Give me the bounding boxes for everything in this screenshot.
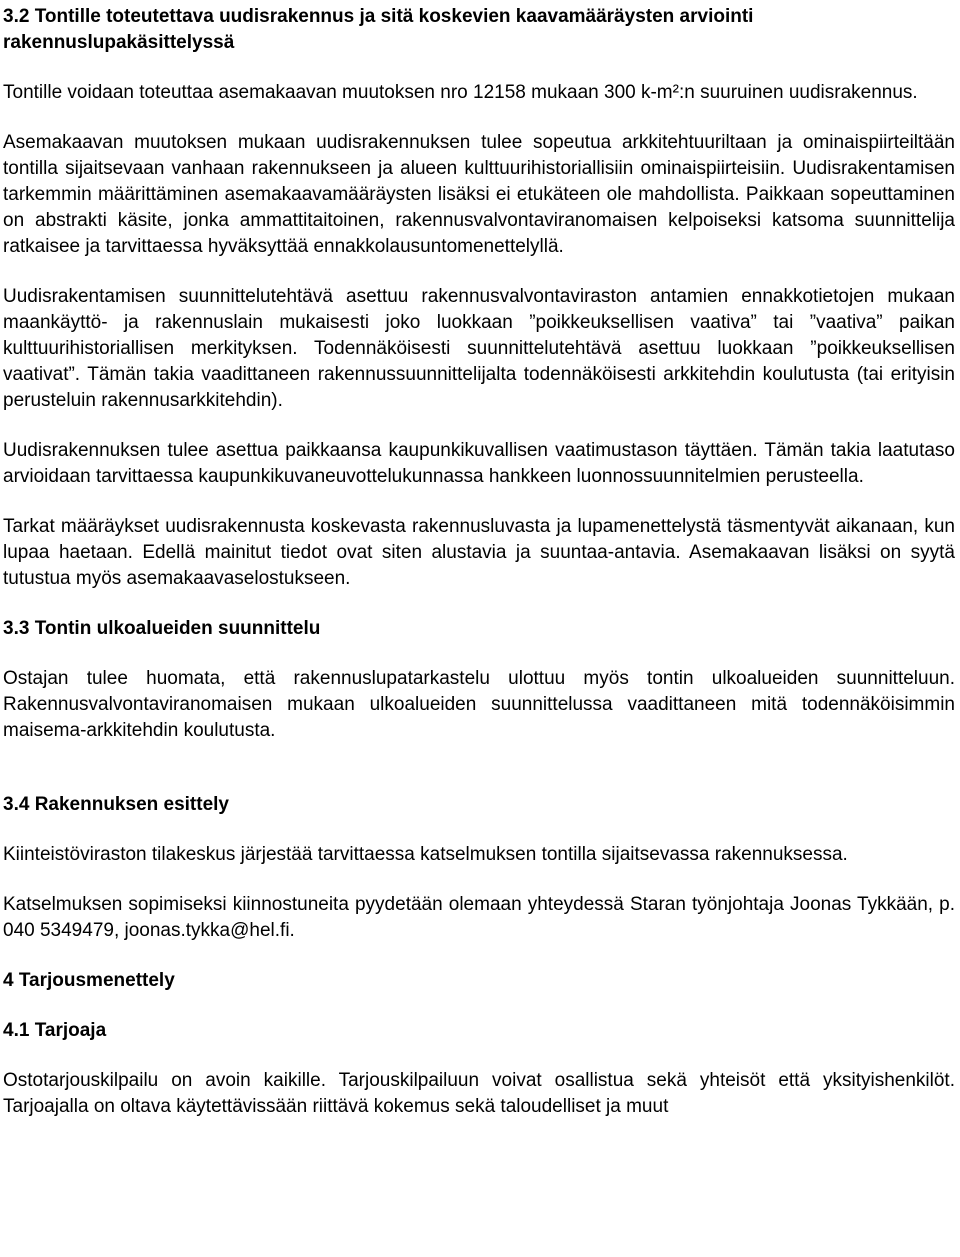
paragraph: Tarkat määräykset uudisrakennusta koskevasta rakennusluvasta ja lupamenettelystä täsmentyvät aikanaan, kun lupaa haetaan. Edellä mainitut tiedot ovat siten alustavia ja suuntaa-antavia. Asemakaavan lisäksi on syytä tutustua myös asemakaavaselostukseen. <box>3 516 955 589</box>
section-heading-4: 4 Tarjousmenettely <box>3 970 175 991</box>
section-heading-4-1: 4.1 Tarjoaja <box>3 1020 107 1041</box>
section-heading-3-4: 3.4 Rakennuksen esittely <box>3 794 229 815</box>
paragraph: Uudisrakennuksen tulee asettua paikkaansa kaupunkikuvallisen vaatimustason täyttäen. Tämän takia laatutaso arvioidaan tarvittaessa kaupunkikuvaneuvottelukunnassa hankkeen luonnossuunnitelmien perusteella. <box>3 440 955 487</box>
section-heading-3-2: 3.2 Tontille toteutettava uudisrakennus ja sitä koskevien kaavamääräysten arviointi rakennuslupakäsittelyssä <box>3 6 754 53</box>
paragraph: Kiinteistöviraston tilakeskus järjestää tarvittaessa katselmuksen tontilla sijaitsevassa rakennuksessa. <box>3 844 848 865</box>
document-page <box>3 0 955 1120</box>
paragraph: Ostajan tulee huomata, että rakennuslupatarkastelu ulottuu myös tontin ulkoalueiden suunnitteluun. Rakennusvalvontaviranomaisen mukaan ulkoalueiden suunnittelussa vaadittaneen mitä todennäköisimmin maisema-arkkitehdin koulutusta. <box>3 668 955 741</box>
paragraph: Asemakaavan muutoksen mukaan uudisrakennuksen tulee sopeutua arkkitehtuuriltaan ja ominaispiirteiltään tontilla sijaitsevaan vanhaan rakennukseen ja alueen kulttuurihistoriallisiin ominaispiirteisiin. Uudisrakentamisen tarkemmin määrittäminen asemakaavamääräysten lisäksi ei etukäteen ole mahdollista. Paikkaan sopeuttaminen on abstrakti käsite, jonka ammattitaitoinen, rakennusvalvontaviranomaisen kelpoiseksi katsoma suunnittelija ratkaisee ja tarvittaessa hyväksyttää ennakkolausuntomenettelyllä. <box>3 132 955 257</box>
section-heading-3-3: 3.3 Tontin ulkoalueiden suunnittelu <box>3 618 321 639</box>
paragraph: Katselmuksen sopimiseksi kiinnostuneita pyydetään olemaan yhteydessä Staran työnjohtaja Joonas Tykkään, p. 040 5349479, joonas.tykka@hel.fi. <box>3 894 955 941</box>
paragraph: Tontille voidaan toteuttaa asemakaavan muutoksen nro 12158 mukaan 300 k-m²:n suuruinen uudisrakennus. <box>3 82 918 103</box>
paragraph: Uudisrakentamisen suunnittelutehtävä asettuu rakennusvalvontaviraston antamien ennakkotietojen mukaan maankäyttö- ja rakennuslain mukaisesti joko luokkaan ”poikkeuksellisen vaativa” tai ”vaativa” paikan kulttuurihistoriallisen merkityksen. Todennäköisesti suunnittelutehtävä asettuu luokkaan ”poikkeuksellisen vaativat”. Tämän takia vaadittaneen rakennussuunnittelijalta todennäköisesti arkkitehdin koulutusta (tai erityisin perusteluin rakennusarkkitehdin). <box>3 286 955 411</box>
paragraph: Ostotarjouskilpailu on avoin kaikille. Tarjouskilpailuun voivat osallistua sekä yhteisöt että yksityishenkilöt. Tarjoajalla on oltava käytettävissään riittävä kokemus sekä taloudelliset ja muut <box>3 1070 955 1117</box>
